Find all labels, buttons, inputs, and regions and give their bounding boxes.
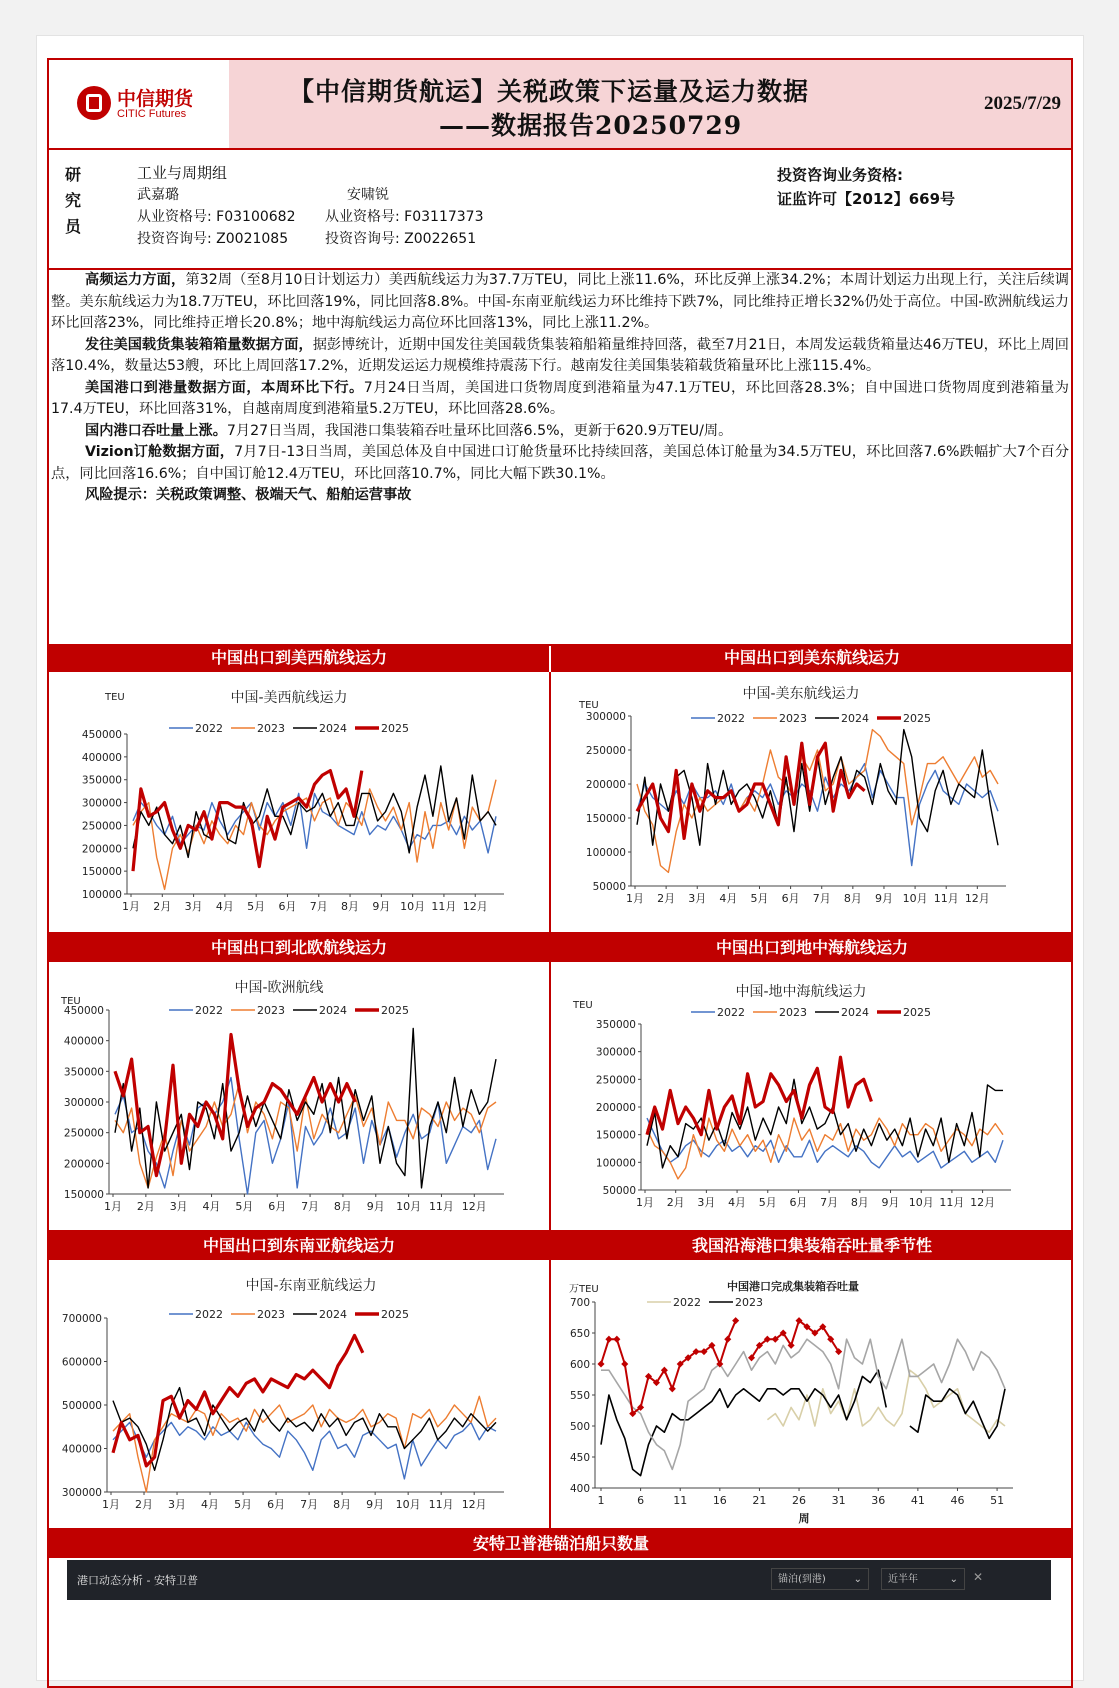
x-tick-label: 46 (950, 1494, 965, 1507)
x-tick-label: 7月 (309, 900, 328, 913)
x-tick-label: 8月 (333, 1200, 352, 1213)
chart-uswest (49, 672, 549, 932)
y-tick-label: 450000 (81, 729, 122, 741)
close-icon[interactable]: ✕ (973, 1570, 984, 1584)
researcher-name-2: 安啸锐 (347, 187, 389, 203)
y-tick-label: 350000 (81, 774, 122, 787)
series-line-灰 (601, 1339, 1005, 1469)
legend-label: 2025 (381, 1308, 409, 1321)
x-tick-label: 10月 (396, 1200, 422, 1213)
chart-title: 中国-美东航线运力 (742, 686, 860, 702)
y-tick-label: 150000 (81, 866, 122, 879)
x-tick-label: 1月 (636, 1196, 654, 1209)
y-tick-label: 500000 (61, 1400, 102, 1412)
x-tick-label: 9月 (366, 1498, 385, 1511)
legend-label: 2025 (381, 722, 409, 735)
x-tick-label: 12月 (964, 892, 990, 905)
x-tick-label: 4月 (719, 892, 738, 905)
summary-lead: 发往美国载货集装箱箱量数据方面， (85, 336, 313, 353)
research-group: 工业与周期组 (137, 164, 228, 182)
data-point (732, 1317, 739, 1324)
report-header (49, 60, 1071, 150)
x-tick-label: 7月 (300, 1498, 319, 1511)
risk-warning: 风险提示：关税政策调整、极端天气、船舶运营事故 (85, 487, 412, 503)
data-point (605, 1336, 612, 1343)
x-tick-label: 5月 (235, 1200, 254, 1213)
summary-text: 据彭博统计，近期中国发往美国载货集装箱船箱量维持回落，截至7月21日，本周发运载货箱量达46万TEU，环比上周回落10.4%，数量达53艘，环比上周回落17.2%，近期发运运力规模维持震荡下行。越南发往美国集装箱载货箱量环比上涨115.4%。 (51, 336, 1069, 374)
legend-label: 2023 (779, 1006, 807, 1019)
x-tick-label: 3月 (697, 1196, 716, 1209)
dashboard-filter-range[interactable] (881, 1568, 965, 1590)
qualification-value: 证监许可【2012】669号 (777, 190, 956, 208)
y-tick-label: 400 (569, 1483, 590, 1495)
x-tick-label: 4月 (201, 1498, 220, 1511)
legend-label: 2022 (195, 1308, 223, 1321)
y-tick-label: 300000 (63, 1097, 104, 1109)
x-tick-label: 12月 (461, 1200, 487, 1213)
chart-title: 中国-地中海航线运力 (735, 984, 867, 1000)
chart-title: 中国-东南亚航线运力 (245, 1278, 377, 1294)
y-tick-label: 550 (569, 1390, 590, 1402)
researcher-info (49, 150, 1071, 270)
researcher-name-1: 武嘉璐 (137, 187, 179, 203)
researcher-cert-2: 从业资格号: F03117373 (325, 209, 484, 225)
x-tick-label: 10月 (400, 900, 426, 913)
researcher-label-char: 研 (65, 165, 82, 184)
summary-lead: Vizion订舱数据方面， (85, 444, 235, 460)
data-point (597, 1360, 604, 1367)
summary-text: 7月27日当周，我国港口集装箱吞吐量环比回落6.5%，更新于620.9万TEU/周。 (226, 422, 733, 439)
x-tick-label: 12月 (462, 900, 488, 913)
section-title-antwerp: 安特卫普港锚泊船只数量 (49, 1530, 1073, 1558)
x-tick-label: 11月 (431, 900, 457, 913)
x-tick-label: 6月 (268, 1200, 287, 1213)
x-tick-label: 26 (792, 1494, 807, 1507)
series-line-2023 (637, 730, 998, 873)
y-tick-label: 100000 (81, 889, 122, 901)
x-tick-label: 10月 (908, 1196, 934, 1209)
summary-paragraph (49, 421, 1071, 443)
y-tick-label: 250000 (63, 1127, 104, 1140)
data-point (669, 1385, 676, 1392)
chart-box-med (551, 962, 1073, 1230)
y-tick-label: 100000 (585, 847, 626, 859)
series-line-2025 (113, 1335, 363, 1466)
section-title-europe: 中国出口到北欧航线运力 (49, 934, 549, 962)
legend-label: 2025 (903, 1006, 931, 1019)
dashboard-filter-range-label: 近半年 (888, 1574, 918, 1585)
x-tick-label: 12月 (970, 1196, 996, 1209)
x-tick-label: 11 (673, 1494, 688, 1507)
chart-port (551, 1260, 1073, 1528)
legend-label: 2023 (257, 722, 285, 735)
x-tick-label: 4月 (202, 1200, 221, 1213)
legend-label: 2023 (257, 1308, 285, 1321)
column-divider (549, 672, 551, 1528)
x-tick-label: 8月 (341, 900, 360, 913)
y-tick-label: 400000 (63, 1035, 104, 1048)
summary-lead: 高频运力方面， (85, 272, 186, 288)
x-tick-label: 2月 (153, 900, 172, 913)
legend-label: 2024 (319, 1004, 347, 1017)
x-tick-label: 11月 (428, 1498, 454, 1511)
y-axis-label: 万TEU (569, 1284, 599, 1295)
x-tick-label: 10月 (395, 1498, 421, 1511)
x-tick-label: 11月 (933, 892, 959, 905)
x-axis-label: 周 (798, 1512, 810, 1525)
x-tick-label: 7月 (301, 1200, 320, 1213)
chart-box-uswest (49, 672, 549, 932)
x-tick-label: 2月 (135, 1498, 154, 1511)
summary-lead: 美国港口到港量数据方面，本周环比下行。 (85, 379, 364, 396)
chart-box-sea (49, 1260, 549, 1528)
x-tick-label: 3月 (184, 900, 203, 913)
legend-label: 2023 (735, 1296, 763, 1309)
summary-paragraph (49, 442, 1071, 485)
y-tick-label: 50000 (592, 881, 626, 893)
series-line-2023 (601, 1370, 1005, 1475)
y-tick-label: 200000 (595, 1102, 636, 1114)
legend-label: 2022 (195, 722, 223, 735)
y-tick-label: 700 (569, 1297, 590, 1309)
chart-box-port (551, 1260, 1073, 1528)
x-tick-label: 6月 (789, 1196, 808, 1209)
y-tick-label: 500 (569, 1421, 590, 1433)
series-line-2022 (133, 793, 496, 853)
summary-text: 第32周（至8月10日计划运力）美西航线运力为37.7万TEU，同比上涨11.6%，环比反弹上涨34.2%；本周计划运力出现上行，关注后续调整。美东航线运力为18.7万TEU，环比回落19%，同比回落8.8%。中国-东南亚航线运力环比维持下跌7%，同比维持正增长32%仍处于高位。中国-欧洲航线运力环比回落23%，同比维持正增长20.8%；地中海航线运力高位环比回落13%，同比上涨11.2%。 (51, 272, 1069, 331)
section-title-useast: 中国出口到美东航线运力 (551, 644, 1073, 672)
chart-title: 中国港口完成集装箱吞吐量 (727, 1280, 859, 1293)
chevron-down-icon: ⌄ (949, 1574, 958, 1585)
researcher-advisory-2: 投资咨询号: Z0022651 (325, 231, 477, 247)
x-tick-label: 51 (990, 1494, 1005, 1507)
section-title-port: 我国沿海港口集装箱吞吐量季节性 (551, 1232, 1073, 1260)
x-tick-label: 8月 (333, 1498, 352, 1511)
y-tick-label: 50000 (602, 1185, 636, 1197)
series-line-2024 (133, 766, 496, 857)
x-tick-label: 6月 (781, 892, 800, 905)
x-tick-label: 3月 (169, 1200, 188, 1213)
legend-label: 2024 (319, 722, 347, 735)
y-tick-label: 300000 (585, 711, 626, 723)
x-tick-label: 8月 (843, 892, 862, 905)
report-title-line1: 【中信期货航运】关税政策下运量及运力数据 (289, 77, 810, 106)
y-tick-label: 300000 (595, 1046, 636, 1059)
chart-sea (49, 1260, 549, 1528)
x-tick-label: 9月 (874, 892, 893, 905)
x-tick-label: 10月 (902, 892, 928, 905)
data-point (613, 1336, 620, 1343)
x-tick-label: 8月 (850, 1196, 869, 1209)
y-axis-label: TEU (579, 700, 599, 711)
y-tick-label: 300000 (61, 1487, 102, 1499)
series-line-2023 (647, 1118, 1003, 1179)
y-tick-label: 200000 (63, 1158, 104, 1171)
data-point (724, 1336, 731, 1343)
legend-label: 2022 (717, 712, 745, 725)
researcher-label (65, 162, 83, 240)
logo-text-en: CITIC Futures (117, 108, 187, 120)
chart-title: 中国-美西航线运力 (230, 690, 348, 706)
row-divider (49, 932, 1071, 934)
dashboard-title: 港口动态分析 - 安特卫普 (77, 1574, 198, 1587)
x-tick-label: 1月 (104, 1200, 122, 1213)
y-tick-label: 600 (569, 1359, 590, 1371)
chart-europe (49, 962, 549, 1230)
series-line-2025 (637, 743, 865, 838)
row-divider (49, 1230, 1071, 1232)
x-tick-label: 6 (637, 1494, 645, 1507)
x-tick-label: 41 (910, 1494, 925, 1507)
legend-label: 2023 (779, 712, 807, 725)
qualification-title: 投资咨询业务资格: (777, 166, 903, 184)
summary-text: 7月24日当周，美国进口货物周度到港箱量为47.1万TEU，环比回落28.3%；自中国进口货物周度到港箱量为17.4万TEU，环比回落31%，自越南周度到港箱量5.2万TEU，环比回落28.6%。 (51, 379, 1069, 417)
dashboard-filter-type-label: 锚泊(到港) (778, 1574, 826, 1585)
legend-label: 2022 (195, 1004, 223, 1017)
x-tick-label: 1 (597, 1494, 605, 1507)
legend-label: 2022 (673, 1296, 701, 1309)
x-tick-label: 1月 (102, 1498, 120, 1511)
y-axis-label: TEU (105, 692, 125, 703)
summary-text: 7月7日-13日当周，美国总体及自中国进口订舱货量环比持续回落，美国总体订舱量为34.5万TEU，环比回落7.6%跌幅扩大7个百分点，同比回落16.6%；自中国订舱12.4万TEU，环比回落10.7%，同比大幅下跌30.1%。 (51, 444, 1070, 482)
y-tick-label: 400000 (61, 1443, 102, 1456)
logo-text-cn: 中信期货 (117, 88, 194, 110)
x-tick-label: 11月 (428, 1200, 454, 1213)
chart-med (551, 962, 1073, 1230)
y-tick-label: 300000 (81, 797, 122, 810)
page (37, 36, 1083, 1680)
y-axis-label: TEU (61, 996, 81, 1007)
x-tick-label: 11月 (939, 1196, 965, 1209)
chart-box-useast (551, 672, 1073, 932)
x-tick-label: 1月 (122, 900, 140, 913)
logo-area (49, 60, 229, 148)
x-tick-label: 1月 (626, 892, 644, 905)
report-frame (47, 58, 1073, 1688)
y-tick-label: 150000 (595, 1129, 636, 1142)
section-title-med: 中国出口到地中海航线运力 (551, 934, 1073, 962)
y-tick-label: 250000 (81, 820, 122, 833)
section-title-sea: 中国出口到东南亚航线运力 (49, 1232, 549, 1260)
y-tick-label: 150000 (63, 1189, 104, 1201)
summary-section (49, 270, 1071, 646)
x-tick-label: 5月 (758, 1196, 777, 1209)
x-tick-label: 31 (831, 1494, 846, 1507)
legend-label: 2022 (717, 1006, 745, 1019)
legend-label: 2023 (257, 1004, 285, 1017)
legend-label: 2025 (903, 712, 931, 725)
dashboard-filter-type[interactable] (771, 1568, 869, 1590)
chart-title: 中国-欧洲航线 (234, 980, 324, 996)
x-tick-label: 21 (752, 1494, 767, 1507)
y-tick-label: 250000 (585, 745, 626, 757)
x-tick-label: 9月 (372, 900, 391, 913)
section-title-uswest: 中国出口到美西航线运力 (49, 644, 549, 672)
y-tick-label: 200000 (81, 843, 122, 856)
x-tick-label: 2月 (666, 1196, 685, 1209)
x-tick-label: 3月 (688, 892, 707, 905)
y-tick-label: 650 (569, 1328, 590, 1340)
y-tick-label: 350000 (63, 1066, 104, 1079)
y-axis-label: TEU (573, 1000, 593, 1011)
y-tick-label: 450 (569, 1452, 590, 1464)
researcher-cert-1: 从业资格号: F03100682 (137, 209, 296, 225)
summary-paragraph (49, 378, 1071, 421)
y-tick-label: 150000 (585, 813, 626, 825)
data-point (621, 1360, 628, 1367)
series-line-2022 (113, 1422, 496, 1479)
researcher-label-char: 究 (65, 191, 82, 210)
chart-useast (551, 672, 1073, 932)
chevron-down-icon: ⌄ (853, 1574, 862, 1585)
x-tick-label: 7月 (820, 1196, 839, 1209)
summary-paragraph (49, 270, 1071, 335)
x-tick-label: 6月 (267, 1498, 286, 1511)
y-tick-label: 350000 (595, 1019, 636, 1031)
report-date: 2025/7/29 (983, 93, 1061, 114)
y-tick-label: 600000 (61, 1356, 102, 1369)
y-tick-label: 450000 (63, 1005, 104, 1017)
legend-label: 2024 (319, 1308, 347, 1321)
x-tick-label: 16 (712, 1494, 727, 1507)
series-line-2022 (767, 1370, 1005, 1432)
summary-lead: 国内港口吞吐量上涨。 (85, 422, 227, 439)
x-tick-label: 5月 (247, 900, 266, 913)
x-tick-label: 9月 (881, 1196, 900, 1209)
series-line-2022 (637, 764, 998, 866)
x-tick-label: 2月 (136, 1200, 155, 1213)
x-tick-label: 5月 (750, 892, 769, 905)
y-tick-label: 400000 (81, 751, 122, 764)
x-tick-label: 4月 (215, 900, 234, 913)
legend-label: 2025 (381, 1004, 409, 1017)
x-tick-label: 12月 (461, 1498, 487, 1511)
summary-paragraph (49, 335, 1071, 378)
x-tick-label: 2月 (657, 892, 676, 905)
dashboard-bar (67, 1560, 1051, 1600)
x-tick-label: 9月 (366, 1200, 385, 1213)
report-title-line2: ——数据报告20250729 (439, 111, 743, 140)
legend-label: 2024 (841, 1006, 869, 1019)
summary-paragraph (49, 485, 1071, 507)
y-tick-label: 100000 (595, 1157, 636, 1170)
x-tick-label: 5月 (234, 1498, 253, 1511)
researcher-advisory-1: 投资咨询号: Z0021085 (137, 231, 289, 247)
x-tick-label: 7月 (812, 892, 831, 905)
x-tick-label: 36 (871, 1494, 886, 1507)
researcher-label-char: 员 (65, 217, 82, 236)
y-tick-label: 200000 (585, 779, 626, 791)
series-line-2024 (113, 1388, 496, 1471)
y-tick-label: 700000 (61, 1313, 102, 1325)
legend-label: 2024 (841, 712, 869, 725)
chart-box-europe (49, 962, 549, 1230)
citic-logo-icon (77, 86, 111, 120)
x-tick-label: 4月 (728, 1196, 747, 1209)
y-tick-label: 250000 (595, 1074, 636, 1087)
x-tick-label: 3月 (168, 1498, 187, 1511)
x-tick-label: 6月 (278, 900, 297, 913)
